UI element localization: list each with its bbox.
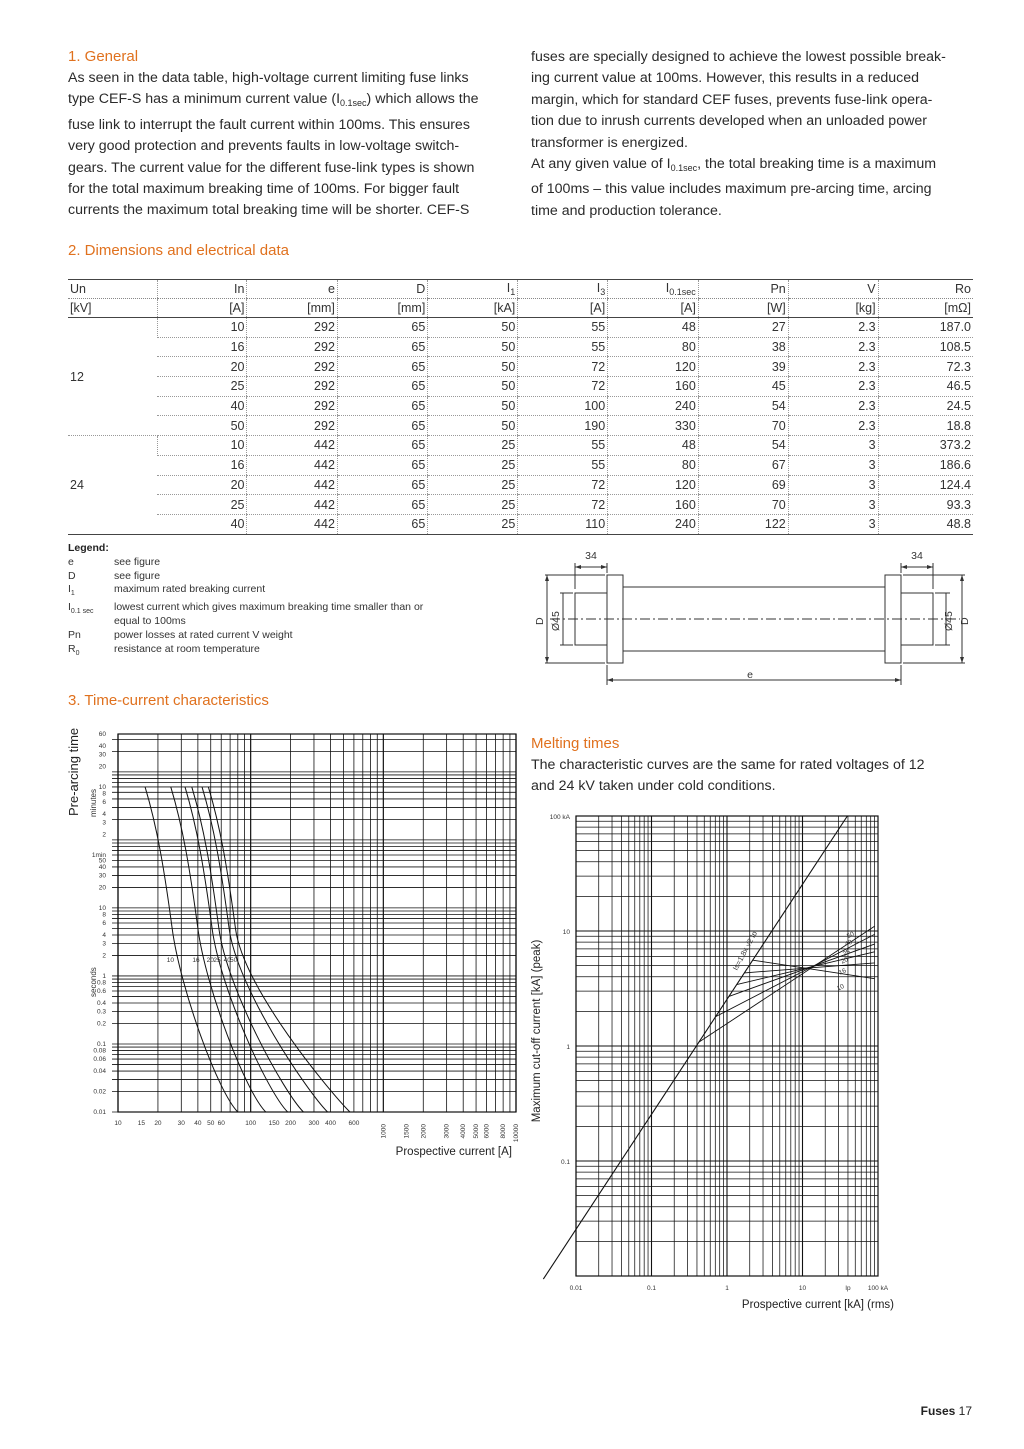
table-cell: 292 — [247, 396, 337, 416]
table-cell: 120 — [608, 475, 699, 495]
tc-curve-label: 40 — [223, 957, 231, 965]
dim-34-right: 34 — [911, 550, 923, 562]
table-cell: 50 — [428, 377, 518, 397]
legend — [68, 542, 444, 660]
text-line: for the total maximum breaking time of 100ms. For bigger fault — [68, 181, 460, 198]
table-unit-cell: [kg] — [788, 299, 878, 318]
table-cell: 72 — [518, 495, 608, 515]
dim-e: e — [747, 669, 753, 681]
co-y-tick: 10 — [562, 929, 570, 936]
table-cell: 20 — [157, 475, 247, 495]
tc-y-tick: 0.3 — [96, 1008, 106, 1016]
tc-x-tick: 600 — [348, 1120, 360, 1127]
table-unit-cell: [mm] — [337, 299, 427, 318]
general-text-col2 — [531, 47, 976, 222]
table-cell: 330 — [608, 416, 699, 436]
co-curve-label: 20 — [839, 956, 850, 966]
legend-item: D see figure — [68, 569, 161, 582]
table-cell: 72 — [518, 377, 608, 397]
table-cell: 24.5 — [878, 396, 973, 416]
co-curve-label: 16 — [837, 967, 848, 977]
table-row — [68, 416, 973, 436]
tc-curve-label: 50 — [230, 957, 238, 965]
table-cell: 54 — [698, 436, 788, 456]
tc-x-tick: 6000 — [483, 1124, 491, 1139]
tc-y-title: Pre-arcing time — [66, 727, 81, 816]
legend-item: $R_0$ resistance at room temperature — [68, 642, 260, 657]
co-x-tick: Ip — [845, 1285, 851, 1292]
tc-y-tick: 40 — [98, 863, 106, 871]
table-cell: 65 — [337, 318, 427, 338]
table-cell: 55 — [518, 436, 608, 456]
tc-curve — [192, 787, 304, 1112]
table-cell: 72 — [518, 475, 608, 495]
table-unit-cell: [kA] — [428, 299, 518, 318]
tc-curve — [171, 787, 266, 1112]
tc-x-tick: 1000 — [380, 1124, 388, 1139]
table-cell: 292 — [247, 416, 337, 436]
table-cell: 10 — [157, 436, 247, 456]
table-cell: 25 — [428, 436, 518, 456]
tc-y-tick: 2 — [102, 952, 106, 960]
table-cell: 69 — [698, 475, 788, 495]
table-cell: 3 — [788, 455, 878, 475]
table-cell: 48 — [608, 318, 699, 338]
table-cell: 3 — [788, 436, 878, 456]
table-cell: 2.3 — [788, 396, 878, 416]
co-y-tick: 1 — [566, 1044, 570, 1051]
table-cell: 190 — [518, 416, 608, 436]
dim-dia-left: Ø45 — [550, 611, 562, 631]
table-cell: 65 — [337, 436, 427, 456]
table-cell: 48.8 — [878, 514, 973, 534]
table-cell: 25 — [157, 377, 247, 397]
table-cell: 65 — [337, 396, 427, 416]
tc-y-tick: 0.4 — [96, 1000, 106, 1008]
text-line: transformer is energized. — [531, 134, 688, 151]
table-row — [68, 455, 973, 475]
table-cell: 108.5 — [878, 337, 973, 357]
tc-y-tick: 50 — [98, 857, 106, 865]
table-cell: 80 — [608, 337, 699, 357]
tc-curve-label: 25 — [213, 957, 221, 965]
table-cell: 292 — [247, 337, 337, 357]
table-cell: 442 — [247, 475, 337, 495]
section-heading-general: 1. General — [68, 48, 139, 65]
table-row — [68, 475, 973, 495]
co-y-title: Maximum cut-off current [kA] (peak) — [531, 939, 543, 1123]
tc-x-tick: 4000 — [460, 1124, 468, 1139]
table-cell: 110 — [518, 514, 608, 534]
tc-curve-label: 16 — [192, 957, 200, 965]
table-cell: 25 — [428, 455, 518, 475]
tc-y-tick: 3 — [102, 819, 106, 827]
text-line: time and production tolerance. — [531, 202, 722, 219]
legend-item: Pn power losses at rated current V weight — [68, 628, 293, 641]
table-cell: 373.2 — [878, 436, 973, 456]
tc-y-tick: 0.06 — [93, 1056, 106, 1064]
cutoff-current-chart — [525, 806, 985, 1316]
dim-dia-right: Ø45 — [943, 611, 955, 631]
table-header-cell: Pn — [698, 280, 788, 299]
table-header-row — [68, 280, 973, 299]
table-cell: 65 — [337, 337, 427, 357]
table-cell: 25 — [428, 495, 518, 515]
text-line: type CEF-S has a minimum current value $(I_{0.1sec})$ which allows the — [68, 91, 479, 109]
co-y-tick: 0.1 — [560, 1159, 570, 1166]
tc-x-tick: 40 — [194, 1120, 202, 1127]
table-cell: 20 — [157, 357, 247, 377]
table-cell: 65 — [337, 416, 427, 436]
tc-y-tick: 3 — [102, 940, 106, 948]
tc-x-tick: 20 — [154, 1120, 162, 1127]
tc-y-tick: 30 — [98, 872, 106, 880]
table-row — [68, 436, 973, 456]
tc-minutes-label: minutes — [89, 788, 98, 817]
tc-y-tick: 0.6 — [96, 988, 106, 996]
table-cell: 72.3 — [878, 357, 973, 377]
tc-y-tick: 10 — [98, 783, 106, 791]
tc-x-tick: 60 — [217, 1120, 225, 1127]
table-cell: 442 — [247, 436, 337, 456]
tc-y-tick: 6 — [102, 920, 106, 927]
tc-x-tick: 400 — [325, 1120, 336, 1127]
table-cell: 2.3 — [788, 337, 878, 357]
electrical-data-table — [68, 279, 973, 535]
text-line: and 24 kV taken under cold conditions. — [531, 778, 776, 795]
co-x-tick: 10 — [798, 1285, 807, 1292]
co-x-tick: 0.1 — [646, 1285, 657, 1292]
dim-d-right: D — [959, 617, 971, 625]
text-line: fuses are specially designed to achieve the lowest possible break- — [531, 49, 946, 65]
table-cell: 186.6 — [878, 455, 973, 475]
tc-seconds-label: seconds — [89, 967, 98, 997]
tc-y-tick: 0.02 — [93, 1088, 106, 1096]
voltage-group-cell: 24 — [68, 436, 157, 534]
table-cell: 187.0 — [878, 318, 973, 338]
table-cell: 442 — [247, 514, 337, 534]
co-curve — [729, 944, 875, 996]
table-cell: 50 — [428, 318, 518, 338]
co-x-tick: 0.01 — [569, 1285, 583, 1292]
text-line: tion due to inrush currents developed when an unloaded power — [531, 113, 927, 130]
table-cell: 54 — [698, 396, 788, 416]
table-header-cell: $I_{0.1sec}$ — [608, 280, 699, 299]
legend-item: $I_{0.1 sec}$ lowest current which gives maximum breaking time smaller than or equal to 100ms — [68, 601, 424, 627]
text-line: gears. The current value for the different fuse-link types is shown — [68, 159, 475, 176]
tc-y-tick: 30 — [98, 751, 106, 759]
dim-d-left: D — [534, 617, 546, 625]
co-curve-label: 25 — [841, 948, 852, 958]
tc-y-tick: 20 — [98, 884, 106, 892]
text-line: As seen in the data table, high-voltage current limiting fuse links — [68, 70, 469, 86]
table-row — [68, 357, 973, 377]
co-x-title: Prospective current [kA] (rms) — [741, 1299, 894, 1311]
tc-x-tick: 300 — [308, 1120, 320, 1127]
tc-curve-label: 10 — [166, 957, 174, 965]
table-cell: 25 — [428, 475, 518, 495]
tc-y-tick: 1 — [102, 972, 106, 980]
tc-x-tick: 10 — [114, 1120, 122, 1127]
table-cell: 16 — [157, 337, 247, 357]
table-cell: 16 — [157, 455, 247, 475]
table-row — [68, 514, 973, 534]
table-cell: 292 — [247, 357, 337, 377]
table-cell: 442 — [247, 495, 337, 515]
table-cell: 100 — [518, 396, 608, 416]
table-cell: 2.3 — [788, 377, 878, 397]
tc-curve — [185, 787, 288, 1112]
tc-x-tick: 50 — [207, 1120, 215, 1127]
table-unit-cell: [mΩ] — [878, 299, 973, 318]
co-curve-label: 50 — [845, 930, 856, 941]
table-header-cell: Ro — [878, 280, 973, 299]
table-cell: 10 — [157, 318, 247, 338]
table-unit-cell: [A] — [518, 299, 608, 318]
text-line: ing current value at 100ms. However, this results in a reduced — [531, 70, 919, 87]
text-line: fuse link to interrupt the fault current within 100ms. This ensures — [68, 116, 470, 133]
tc-y-tick: 6 — [102, 799, 106, 807]
table-cell: 160 — [608, 495, 699, 515]
table-cell: 72 — [518, 357, 608, 377]
tc-y-tick: 2 — [102, 831, 106, 839]
table-cell: 122 — [698, 514, 788, 534]
table-cell: 442 — [247, 455, 337, 475]
table-cell: 50 — [157, 416, 247, 436]
table-cell: 292 — [247, 377, 337, 397]
table-cell: 120 — [608, 357, 699, 377]
section-heading-melting: Melting times — [531, 735, 620, 752]
table-header-cell: Un — [68, 280, 157, 299]
text-line: very good protection and prevents faults in low-voltage switch- — [68, 138, 460, 155]
tc-y-tick: 0.01 — [93, 1109, 106, 1116]
table-cell: 50 — [428, 396, 518, 416]
table-cell: 65 — [337, 514, 427, 534]
table-cell: 3 — [788, 514, 878, 534]
tc-x-tick: 150 — [268, 1120, 280, 1127]
table-cell: 27 — [698, 318, 788, 338]
tc-x-tick: 1500 — [403, 1124, 411, 1139]
legend-title: Legend: — [68, 542, 109, 554]
table-header-cell: e — [247, 280, 337, 299]
tc-y-tick: 0.04 — [93, 1068, 106, 1076]
table-cell: 65 — [337, 475, 427, 495]
tc-x-tick: 3000 — [443, 1124, 451, 1139]
table-unit-cell: [A] — [608, 299, 699, 318]
table-cell: 80 — [608, 455, 699, 475]
table-unit-cell: [W] — [698, 299, 788, 318]
table-row — [68, 377, 973, 397]
table-cell: 70 — [698, 416, 788, 436]
tc-x-tick: 10000 — [513, 1124, 520, 1143]
tc-y-tick: 60 — [98, 731, 106, 738]
co-x-tick: 1 — [725, 1285, 729, 1292]
footer-section: Fuses — [920, 1404, 956, 1418]
tc-y-tick: 4 — [102, 811, 106, 819]
co-curve-label: 40 — [843, 938, 854, 949]
table-cell: 25 — [157, 495, 247, 515]
tc-curve — [208, 787, 350, 1112]
fuse-dimension-figure — [530, 545, 980, 685]
section-heading-dimensions: 2. Dimensions and electrical data — [68, 242, 289, 259]
general-text-col1 — [68, 68, 513, 222]
table-cell: 18.8 — [878, 416, 973, 436]
table-unit-row — [68, 299, 973, 318]
tc-y-tick: 0.2 — [96, 1020, 106, 1028]
table-cell: 3 — [788, 495, 878, 515]
co-is-label: Is=1.8x √2 Ip — [730, 929, 759, 972]
tc-curve — [145, 787, 238, 1112]
table-cell: 292 — [247, 318, 337, 338]
table-cell: 2.3 — [788, 318, 878, 338]
text-line: The characteristic curves are the same for rated voltages of 12 — [531, 757, 925, 773]
tc-x-tick: 100 — [245, 1120, 257, 1127]
text-line: of 100ms – this value includes maximum pre-arcing time, arcing — [531, 181, 932, 198]
table-row — [68, 337, 973, 357]
table-cell: 3 — [788, 475, 878, 495]
tc-y-tick: 0.08 — [93, 1047, 106, 1055]
table-cell: 65 — [337, 495, 427, 515]
table-row — [68, 318, 973, 338]
table-row — [68, 495, 973, 515]
table-cell: 2.3 — [788, 416, 878, 436]
tc-x-tick: 8000 — [500, 1124, 508, 1139]
section-heading-time-current: 3. Time-current characteristics — [68, 692, 269, 709]
table-unit-cell: [kV] — [68, 299, 157, 318]
tc-x-tick: 200 — [285, 1120, 297, 1127]
tc-x-title: Prospective current [A] — [395, 1146, 512, 1158]
tc-x-tick: 30 — [177, 1120, 185, 1127]
voltage-group-cell: 12 — [68, 318, 157, 436]
tc-y-tick: 4 — [102, 931, 106, 939]
text-line: At any given value of $I_{0.1sec}$, the total breaking time is a maximum — [531, 156, 937, 174]
text-line: currents the maximum total breaking time will be shorter. CEF-S — [68, 202, 470, 219]
table-cell: 25 — [428, 514, 518, 534]
table-cell: 50 — [428, 337, 518, 357]
table-cell: 55 — [518, 318, 608, 338]
text-line: margin, which for standard CEF fuses, prevents fuse-link opera- — [531, 91, 933, 108]
co-x-tick: 100 kA — [867, 1285, 889, 1292]
table-header-cell: D — [337, 280, 427, 299]
legend-item: e see figure — [68, 555, 161, 568]
tc-y-tick: 8 — [102, 790, 106, 798]
time-current-chart — [60, 722, 520, 1162]
table-cell: 67 — [698, 455, 788, 475]
table-cell: 65 — [337, 455, 427, 475]
table-cell: 46.5 — [878, 377, 973, 397]
table-unit-cell: [A] — [157, 299, 247, 318]
table-row — [68, 396, 973, 416]
tc-x-tick: 2000 — [420, 1124, 428, 1139]
tc-y-tick: 0.1 — [96, 1040, 106, 1048]
tc-y-tick: 10 — [98, 904, 106, 912]
table-cell: 39 — [698, 357, 788, 377]
table-cell: 55 — [518, 455, 608, 475]
table-header-cell: $I_1$ — [428, 280, 518, 299]
table-header-cell: In — [157, 280, 247, 299]
table-cell: 124.4 — [878, 475, 973, 495]
legend-item: $I_1$ maximum rated breaking current — [68, 583, 266, 598]
tc-y-tick: 1min — [91, 851, 106, 859]
table-cell: 65 — [337, 357, 427, 377]
table-cell: 38 — [698, 337, 788, 357]
table-cell: 50 — [428, 416, 518, 436]
co-curve-label: 10 — [835, 983, 846, 993]
co-curve — [753, 960, 875, 979]
table-cell: 45 — [698, 377, 788, 397]
tc-curve-label: 20 — [206, 957, 214, 965]
tc-y-tick: 8 — [102, 911, 106, 919]
page-number: 17 — [958, 1404, 972, 1418]
tc-y-tick: 40 — [98, 742, 106, 750]
table-cell: 93.3 — [878, 495, 973, 515]
table-cell: 55 — [518, 337, 608, 357]
table-cell: 40 — [157, 396, 247, 416]
table-cell: 160 — [608, 377, 699, 397]
table-cell: 240 — [608, 396, 699, 416]
table-cell: 40 — [157, 514, 247, 534]
table-cell: 65 — [337, 377, 427, 397]
tc-x-tick: 15 — [137, 1120, 145, 1127]
table-header-cell: $I_3$ — [518, 280, 608, 299]
page-footer — [921, 1404, 972, 1418]
table-cell: 48 — [608, 436, 699, 456]
table-header-cell: V — [788, 280, 878, 299]
co-y-tick: 100 kA — [549, 814, 570, 821]
table-cell: 240 — [608, 514, 699, 534]
table-cell: 50 — [428, 357, 518, 377]
table-unit-cell: [mm] — [247, 299, 337, 318]
tc-y-tick: 0.8 — [96, 979, 106, 987]
melting-text — [531, 755, 976, 798]
tc-x-tick: 5000 — [473, 1124, 481, 1139]
table-cell: 2.3 — [788, 357, 878, 377]
dim-34-left: 34 — [585, 550, 597, 562]
co-is-line — [543, 816, 847, 1279]
tc-y-tick: 20 — [98, 763, 106, 771]
table-cell: 70 — [698, 495, 788, 515]
